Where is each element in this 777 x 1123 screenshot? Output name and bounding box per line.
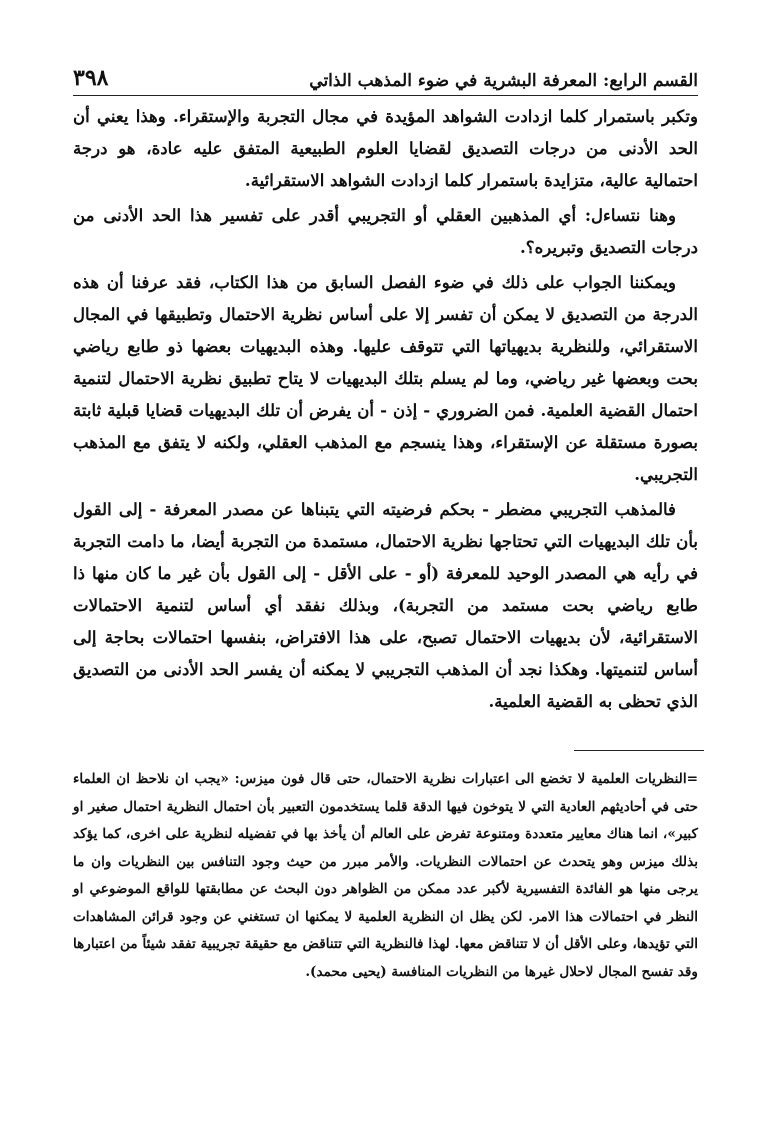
paragraph: فالمذهب التجريبي مضطر - بحكم فرضيته التي يتبناها عن مصدر المعرفة - إلى القول بأن تلك البديهيات التي تحتاجها نظرية الاحتمال، مستمدة من التجربة أيضا، ما دامت التجربة في رأيه هي المصدر الوحيد للمعرفة (أو - على الأقل - إلى القول بأن غير ما كان منها ذا طابع رياضي بحت مستمد من التجربة)، وبذلك نفقد أي أساس لتنمية الاحتمالات الاستقرائية، لأن بديهيات الاحتمال تصبح، على هذا الافتراض، بنفسها احتمالات بحاجة إلى أساس لتنميتها. وهكذا نجد أن المذهب التجريبي لا يمكنه أن يفسر الحد الأدنى من التصديق الذي تحظى به القضية العلمية.	[73, 499, 698, 711]
running-title: القسم الرابع: المعرفة البشرية في ضوء المذهب الذاتي	[309, 71, 698, 91]
footnote-separator	[574, 750, 704, 751]
paragraph: وهنا نتساءل: أي المذهبين العقلي أو التجريبي أقدر على تفسير هذا الحد الأدنى من درجات التصديق وتبريره؟.	[73, 205, 698, 257]
page-number: ٣٩٨	[73, 65, 109, 91]
main-text	[73, 100, 698, 720]
footnote: =النظريات العلمية لا تخضع الى اعتبارات نظرية الاحتمال، حتى قال فون ميزس: «يجب ان نلاحظ ان العلماء حتى في أحاديثهم العادية التي لا يتوخون فيها الدقة قلما يستخدمون التعبير بأن احتمال النظرية احتمال صغير او كبير»، انما هناك معايير متعددة ومتنوعة تفرض على العالم أن يأخذ بها في تفضيله لنظرية على اخرى، كما يؤكد بذلك ميزس وهو يتحدث عن احتمالات النظريات. والأمر مبرر من حيث وجود التنافس بين النظريات وان ما يرجى منها هو الفائدة التفسيرية لأكبر عدد ممكن من الظواهر دون البحث عن مطابقتها للواقع الموضوعي او النظر في احتمالات هذا الامر. لكن يظل ان النظرية العلمية لا يمكنها ان تستغني عن وجود قرائن المشاهدات التي تؤيدها، وعلى الأقل أن لا تتناقض معها. لهذا فالنظرية التي تتناقض مع حقيقة تجريبية تفقد شيئاً من اعتبارها وقد تفسح المجال لاحلال غيرها من النظريات المنافسة (يحيى محمد).	[73, 771, 698, 980]
paragraph: ويمكننا الجواب على ذلك في ضوء الفصل السابق من هذا الكتاب، فقد عرفنا أن هذه الدرجة من التصديق لا يمكن أن تفسر إلا على أساس نظرية الاحتمال وتطبيقها في المجال الاستقرائي، وللنظرية بديهياتها التي تتوقف عليها. وهذه البديهيات بعضها ذو طابع رياضي بحت وبعضها غير رياضي، وما لم يسلم بتلك البديهيات لا يتاح تطبيق نظرية الاحتمال لتنمية احتمال القضية العلمية. فمن الضروري - إذن - أن يفرض أن تلك البديهيات قضايا قبلية ثابتة بصورة مستقلة عن الإستقراء، وهذا ينسجم مع المذهب العقلي، ولكنه لا يتفق مع المذهب التجريبي.	[73, 272, 698, 484]
page-header	[73, 55, 698, 96]
paragraph: وتكبر باستمرار كلما ازدادت الشواهد المؤيدة في مجال التجربة والإستقراء. وهذا يعني أن الحد الأدنى من درجات التصديق لقضايا العلوم الطبيعية المتفق عليه عادة، هو درجة احتمالية عالية، متزايدة باستمرار كلما ازدادت الشواهد الاستقرائية.	[73, 106, 698, 190]
